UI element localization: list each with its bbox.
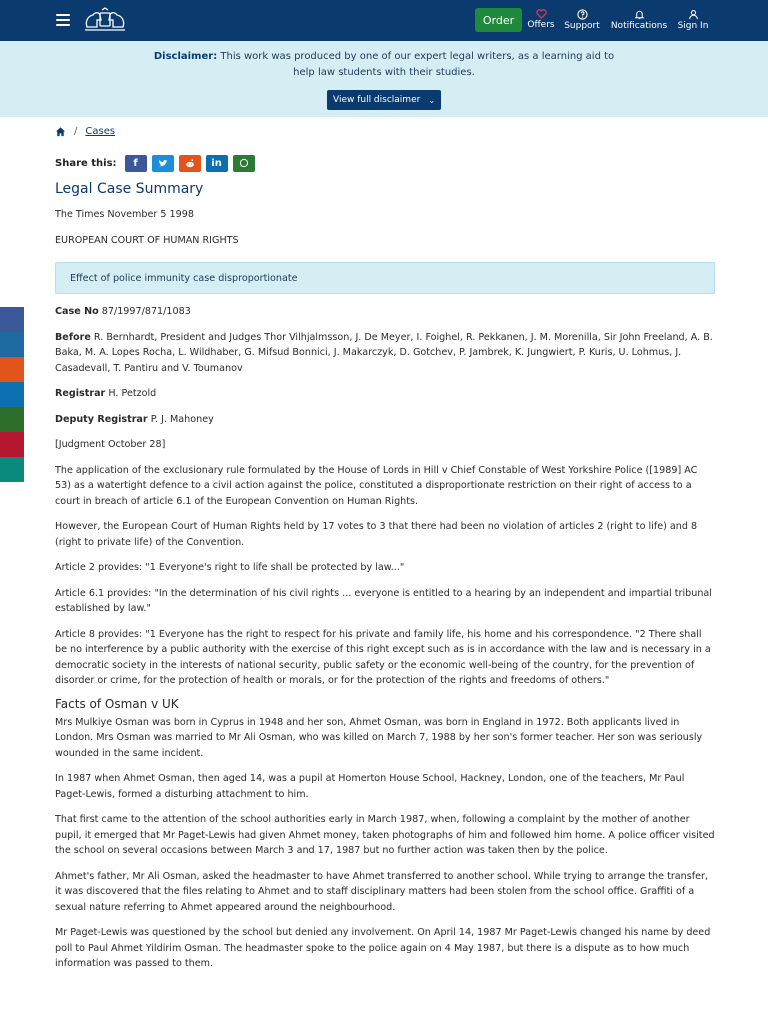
registrar-line [55,386,715,402]
disclaimer-text: This work was produced by one of our expert legal writers, as a learning aid to help law students with their studies. [220,51,615,78]
help-circle-icon [577,9,588,20]
floating-share-strip [0,307,24,482]
disclaimer-text-block [150,49,618,81]
breadcrumb-cases-link[interactable]: Cases [85,125,116,137]
share-label: Share this: [55,157,117,169]
home-icon[interactable] [55,126,66,137]
deputy-registrar-value: P. J. Mahoney [150,413,214,425]
facts-heading: Facts of Osman v UK [55,696,179,711]
breadcrumb [55,124,715,138]
linkedin-share-button[interactable] [206,155,228,172]
side-facebook-button[interactable] [0,307,24,332]
support-label: Support [564,21,600,31]
side-reddit-button[interactable] [0,357,24,382]
summary-callout: Effect of police immunity case disproportionate [55,262,715,294]
view-full-disclaimer-label: View full disclaimer [332,95,421,105]
before-value: R. Bernhardt, President and Judges Thor Vilhjalmsson, J. De Meyer, I. Foighel, R. Pekkanen, J. M. Morenilla, Sir John Freeland, A. B. Baka, M. A. Lopes Rocha, L. Wildhaber, G. Mifsud Bonnici, J. Makarczyk, D. Gotchev, P. Jambrek, K. Jungwiert, P. Kuris, U. Lohmus, J. Casadevall, T. Pantiru and V. Toumanov [55,331,713,374]
side-linkedin-button[interactable] [0,382,24,407]
paragraph: However, the European Court of Human Rights held by 17 votes to 3 that there had been no violation of articles 2 (right to life) and 8 (right to private life) of the Convention. [55,521,698,548]
registrar-label: Registrar [55,388,106,399]
reddit-share-button[interactable] [179,155,201,172]
whatsapp-share-button[interactable] [233,155,255,172]
side-more-button[interactable] [0,457,24,482]
linkedin-icon: in [211,157,222,169]
offers-label: Offers [527,20,555,30]
court-name: EUROPEAN COURT OF HUMAN RIGHTS [55,234,239,246]
facebook-icon: f [133,157,138,169]
side-whatsapp-button[interactable] [0,407,24,432]
main-content [55,124,715,972]
paragraph: That first came to the attention of the school authorities early in March 1987, when, following a complaint by the mother of another pupil, it emerged that Mr Paget-Lewis had given Ahmet money, taken photographs of him and followed him home. A police officer visited the school on several occasions between March 3 and 17, 1987 but no further action was taken then by the police. [55,814,715,856]
side-pinterest-button[interactable] [0,432,24,457]
order-button[interactable]: Order [475,8,522,32]
judgment-date: [Judgment October 28] [55,439,166,450]
support-link[interactable] [561,9,603,33]
paragraph: Ahmet's father, Mr Ali Osman, asked the headmaster to have Ahmet transferred to another school. While trying to arrange the transfer, it was discovered that the files relating to Ahmet and to staff disciplinary matters had been stolen from the school office. Graffiti of a sexual nature referring to Ahmet appeared around the neighbourhood. [55,870,709,913]
case-number-label: Case No [55,306,99,317]
facebook-share-button[interactable] [125,155,147,172]
share-bar [55,154,715,172]
deputy-registrar-line [55,412,715,428]
top-nav-bar [0,0,768,41]
view-full-disclaimer-button[interactable] [327,90,441,110]
case-number-value: 87/1997/871/1083 [101,306,191,317]
before-line [55,330,715,377]
breadcrumb-separator: / [74,125,78,137]
publication-line: The Times November 5 1998 [55,209,194,220]
twitter-share-button[interactable] [152,155,174,172]
side-twitter-button[interactable] [0,332,24,357]
registrar-value: H. Petzold [108,388,157,399]
offers-link[interactable] [524,9,558,33]
paragraph: Article 6.1 provides: "In the determination of his civil rights ... everyone is entitled to a hearing by an independent and impartial tribunal established by law." [55,587,712,614]
before-label: Before [55,331,91,343]
bell-icon [634,9,645,20]
paragraph: Article 2 provides: "1 Everyone's right to life shall be protected by law..." [55,562,405,573]
paragraph: Article 8 provides: "1 Everyone has the right to respect for his private and family life, his home and his correspondence. "2 There shall be no interference by a public authority with the exercise of this right except such as is in accordance with the law and is necessary in a democratic society in the interests of national security, public safety or the economic well-being of the country, for the prevention of disorder or crime, for the protection of health or morals, or for the protection of the rights and freedoms of others." [55,628,711,686]
chevron-down-icon: ⌄ [428,95,436,105]
sign-in-link[interactable] [674,9,712,33]
paragraph: Mr Paget-Lewis was questioned by the school but denied any involvement. On April 14, 1987 Mr Paget-Lewis changed his name by deed poll to Paul Ahmet Yildirim Osman. The headmaster spoke to the police again on 4 May 1987, but there is a dispute as to how much information was passed to them. [55,927,711,969]
disclaimer-label: Disclaimer: [153,51,218,62]
paragraph: The application of the exclusionary rule formulated by the House of Lords in Hill v Chief Constable of West Yorkshire Police ([1989] AC 53) as a watertight defence to a civil action against the police, constituted a disproportionate restriction on their right of access to a court in breach of article 6.1 of the European Convention on Human Rights. [55,464,698,507]
heart-icon [536,9,547,19]
sign-in-label: Sign In [677,21,709,31]
page-title: Legal Case Summary [55,181,204,197]
user-icon [688,9,699,20]
paragraph: In 1987 when Ahmet Osman, then aged 14, was a pupil at Homerton House School, Hackney, London, one of the teachers, Mr Paul Paget-Lewis, formed a disturbing attachment to him. [55,773,685,800]
hamburger-menu-icon[interactable] [56,14,70,26]
reddit-icon [185,159,195,168]
case-number-line [55,304,715,320]
paragraph: Mrs Mulkiye Osman was born in Cyprus in 1948 and her son, Ahmet Osman, was born in England in 1972. Both applicants lived in London. Mrs Osman was married to Mr Ali Osman, who was killed on March 7, 1988 by her son's former teacher. Her son was seriously wounded in the same incident. [55,716,703,759]
notifications-label: Notifications [610,21,668,31]
site-logo[interactable] [79,7,131,33]
twitter-icon [158,159,168,168]
notifications-link[interactable] [609,9,669,33]
deputy-registrar-label: Deputy Registrar [55,413,148,425]
whatsapp-icon [239,158,249,168]
